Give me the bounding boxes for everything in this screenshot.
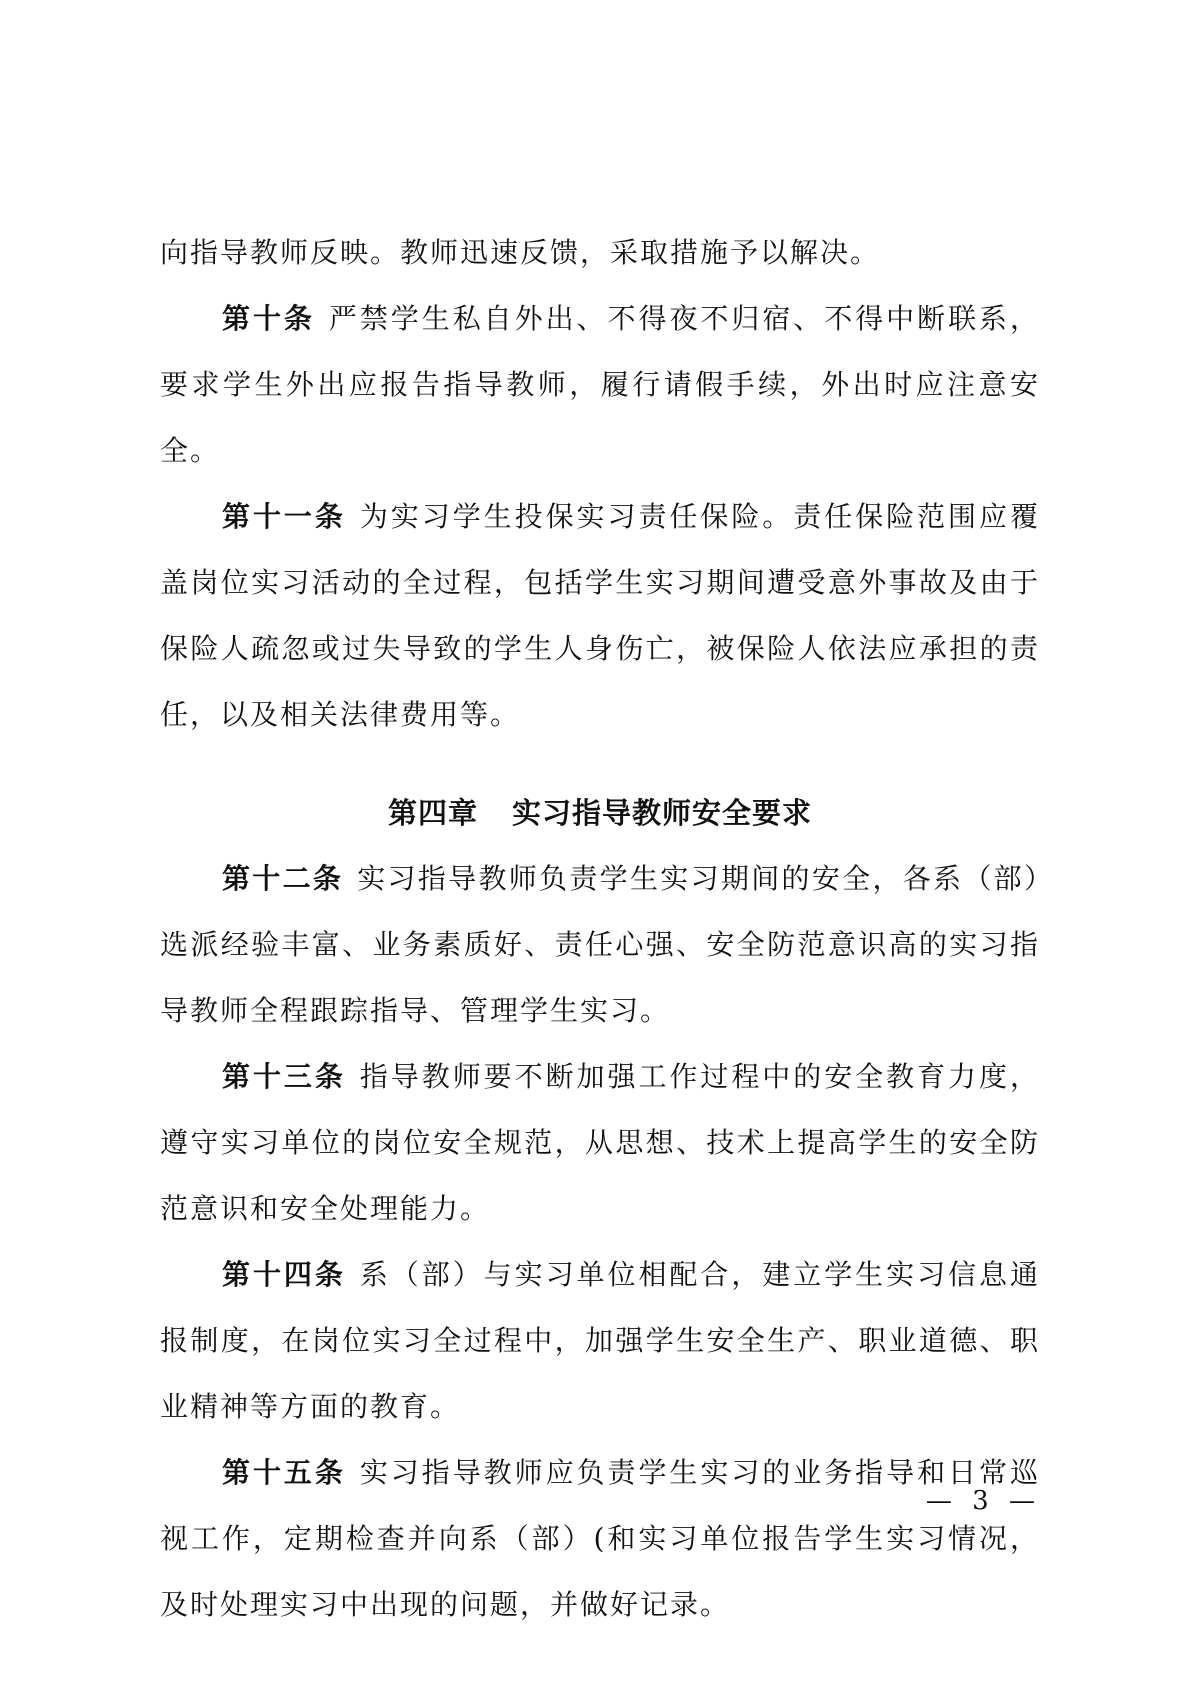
article-text: 系（部）与实习单位相配合，建立学生实习信息通报制度，在岗位实习全过程中，加强学生安全生产、职业道德、职业精神等方面的教育。 — [160, 1258, 1040, 1423]
article-number: 第十条 — [222, 302, 315, 335]
chapter-heading — [160, 780, 1040, 846]
article-15 — [160, 1440, 1040, 1638]
article-text: 为实习学生投保实习责任保险。责任保险范围应覆盖岗位实习活动的全过程，包括学生实习期间遭受意外事故及由于保险人疏忽或过失导致的学生人身伤亡，被保险人依法应承担的责任，以及相关法律费用等。 — [160, 500, 1040, 731]
article-10 — [160, 286, 1040, 484]
article-number: 第十三条 — [222, 1060, 346, 1093]
article-text: 严禁学生私自外出、不得夜不归宿、不得中断联系，要求学生外出应报告指导教师，履行请假手续，外出时应注意安全。 — [160, 302, 1040, 467]
article-13 — [160, 1044, 1040, 1242]
chapter-number: 第四章 — [387, 796, 478, 830]
article-text: 实习指导教师应负责学生实习的业务指导和日常巡视工作，定期检查并向系（部）(和实习单位报告学生实习情况，及时处理实习中出现的问题，并做好记录。 — [160, 1456, 1040, 1621]
document-body — [160, 220, 1040, 1638]
article-text: 指导教师要不断加强工作过程中的安全教育力度，遵守实习单位的岗位安全规范，从思想、技术上提高学生的安全防范意识和安全处理能力。 — [160, 1060, 1040, 1225]
article-14 — [160, 1242, 1040, 1440]
article-number: 第十五条 — [222, 1456, 346, 1489]
article-12 — [160, 846, 1040, 1044]
article-number: 第十二条 — [222, 862, 344, 895]
paragraph-text: 向指导教师反映。教师迅速反馈，采取措施予以解决。 — [160, 236, 881, 269]
paragraph-continuation — [160, 220, 1040, 286]
chapter-title: 实习指导教师安全要求 — [512, 796, 813, 830]
page-number: — 3 — — [925, 1486, 1041, 1516]
article-text: 实习指导教师负责学生实习期间的安全，各系（部）选派经验丰富、业务素质好、责任心强、安全防范意识高的实习指导教师全程跟踪指导、管理学生实习。 — [160, 862, 1040, 1027]
article-number: 第十一条 — [222, 500, 346, 533]
article-11 — [160, 484, 1040, 748]
article-number: 第十四条 — [222, 1258, 346, 1291]
